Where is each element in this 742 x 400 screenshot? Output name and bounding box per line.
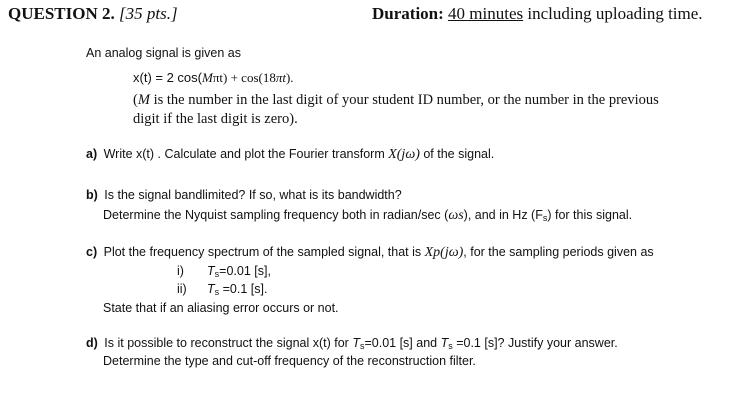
duration-value: 40 minutes <box>448 4 524 23</box>
item-number: i) <box>177 264 184 278</box>
part-a-text: Write x(t) . Calculate and plot the Fourier transform <box>103 147 389 161</box>
item-value: =0.01 [s], <box>219 264 271 278</box>
part-b-text: Is the signal bandlimited? If so, what is its bandwidth? <box>104 188 402 202</box>
part-d-T: T <box>440 336 449 350</box>
item-T: T <box>207 264 215 278</box>
part-d-T: T <box>352 336 360 350</box>
formula-part: πt) + cos(18 <box>212 70 276 85</box>
part-c-item-2 <box>177 282 267 296</box>
note-text: is the number in the last digit of your student ID number, or the number in the previous <box>149 92 659 108</box>
part-c-text: Plot the frequency spectrum of the sampled signal, that is <box>103 245 425 259</box>
part-c-item-1 <box>177 264 271 278</box>
item-sub: s <box>214 269 220 279</box>
part-d-text: =0.1 [s]? Justify your answer. <box>452 336 618 350</box>
part-b-text: Determine the Nyquist sampling frequency both in radian/sec ( <box>103 208 449 222</box>
intro-text: An analog signal is given as <box>86 46 241 60</box>
duration-suffix: including uploading time. <box>527 4 703 23</box>
part-d-line-2: Determine the type and cut-off frequency of the reconstruction filter. <box>103 354 476 368</box>
formula-pi: πt <box>275 70 286 85</box>
part-b-omega: ωs <box>448 208 464 223</box>
part-c-line-last: State that if an aliasing error occurs or not. <box>103 301 339 315</box>
part-d-sub: s <box>448 341 453 351</box>
formula-part: x(t) = 2 cos( <box>133 70 202 85</box>
part-b-text: ), and in Hz (F <box>463 208 543 222</box>
part-b-text: ) for this signal. <box>547 208 633 222</box>
item-T: T <box>207 282 215 296</box>
item-number: ii) <box>177 282 187 296</box>
duration-label: Duration: <box>372 4 444 23</box>
part-b-label: b) <box>86 188 98 202</box>
item-sub: s <box>214 287 220 297</box>
part-a-math: X(jω) <box>388 147 420 162</box>
part-d-label: d) <box>86 336 98 350</box>
part-b-line-1 <box>86 188 402 202</box>
part-c-line-1 <box>86 245 654 261</box>
part-c-math: Xp(jω) <box>424 245 464 260</box>
question-header <box>8 4 178 24</box>
note-line-2: digit if the last digit is zero). <box>133 111 298 127</box>
note-paren: ( <box>133 92 138 108</box>
part-d-sub: s <box>359 341 365 351</box>
part-c-label: c) <box>86 245 98 259</box>
part-d-text: =0.01 [s] and <box>364 336 441 350</box>
part-c-text: , for the sampling periods given as <box>463 245 654 259</box>
points: [35 pts.] <box>119 4 178 23</box>
note-M: M <box>137 92 150 108</box>
formula-part: ). <box>285 70 294 85</box>
part-d-line-1 <box>86 336 618 350</box>
part-a-text-end: of the signal. <box>419 147 495 161</box>
part-a-label: a) <box>86 147 98 161</box>
duration-header <box>372 4 703 24</box>
part-d-text: Is it possible to reconstruct the signal x(t) for <box>104 336 353 350</box>
formula-M: M <box>202 70 213 85</box>
part-a <box>86 147 494 163</box>
question-label: QUESTION 2. <box>8 4 115 23</box>
part-b-line-2 <box>103 208 632 224</box>
item-value: =0.1 [s]. <box>219 282 268 296</box>
note-line-1 <box>133 92 659 109</box>
signal-formula <box>133 70 294 86</box>
part-b-sub: s <box>542 213 548 223</box>
